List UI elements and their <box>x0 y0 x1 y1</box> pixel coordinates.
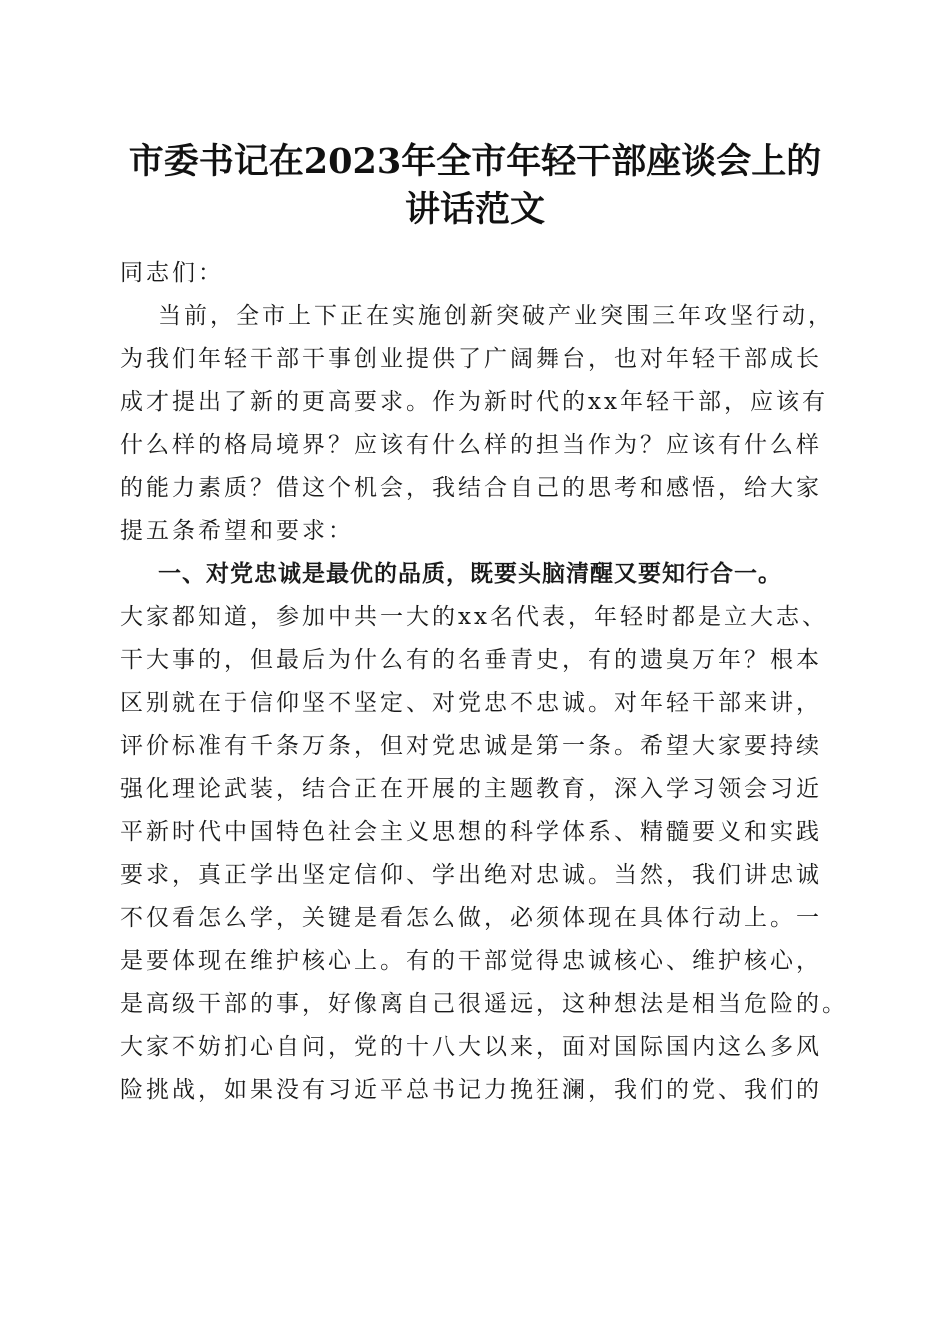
document-title <box>100 138 850 234</box>
paragraph-line: 区别就在于信仰坚不坚定、对党忠不忠诚。对年轻干部来讲， <box>120 690 822 716</box>
paragraph-line: 是要体现在维护核心上。有的干部觉得忠诚核心、维护核心， <box>120 948 822 974</box>
title-line-1: 市委书记在2023年全市年轻干部座谈会上的 <box>128 141 822 182</box>
paragraph-line: 大家不妨扪心自问，党的十八大以来，面对国际国内这么多风 <box>120 1034 822 1060</box>
paragraph-line: 是高级干部的事，好像离自己很遥远，这种想法是相当危险的。 <box>120 991 848 1017</box>
title-line-2: 讲话范文 <box>404 189 545 230</box>
paragraph-line: 提五条希望和要求： <box>120 518 354 544</box>
paragraph-line: 大家都知道，参加中共一大的xx名代表，年轻时都是立大志、 <box>120 604 828 630</box>
salutation: 同志们： <box>120 260 224 286</box>
paragraph-line: 要求，真正学出坚定信仰、学出绝对忠诚。当然，我们讲忠诚 <box>120 862 822 888</box>
paragraph-line: 不仅看怎么学，关键是看怎么做，必须体现在具体行动上。一 <box>120 905 822 931</box>
paragraph-line: 为我们年轻干部干事创业提供了广阔舞台，也对年轻干部成长 <box>120 346 822 372</box>
document-body <box>120 252 848 1112</box>
paragraph-line: 平新时代中国特色社会主义思想的科学体系、精髓要义和实践 <box>120 819 822 845</box>
paragraph-line: 当前，全市上下正在实施创新突破产业突围三年攻坚行动， <box>158 303 834 329</box>
paragraph-line: 成才提出了新的更高要求。作为新时代的xx年轻干部，应该有 <box>120 389 828 415</box>
paragraph-line: 的能力素质？借这个机会，我结合自己的思考和感悟，给大家 <box>120 475 822 501</box>
paragraph-line: 险挑战，如果没有习近平总书记力挽狂澜，我们的党、我们的 <box>120 1077 822 1103</box>
section-heading: 一、对党忠诚是最优的品质，既要头脑清醒又要知行合一。 <box>158 561 782 587</box>
paragraph-line: 强化理论武装，结合正在开展的主题教育，深入学习领会习近 <box>120 776 822 802</box>
paragraph-line: 什么样的格局境界？应该有什么样的担当作为？应该有什么样 <box>120 432 822 458</box>
paragraph-line: 干大事的，但最后为什么有的名垂青史，有的遗臭万年？根本 <box>120 647 822 673</box>
paragraph-line: 评价标准有千条万条，但对党忠诚是第一条。希望大家要持续 <box>120 733 822 759</box>
